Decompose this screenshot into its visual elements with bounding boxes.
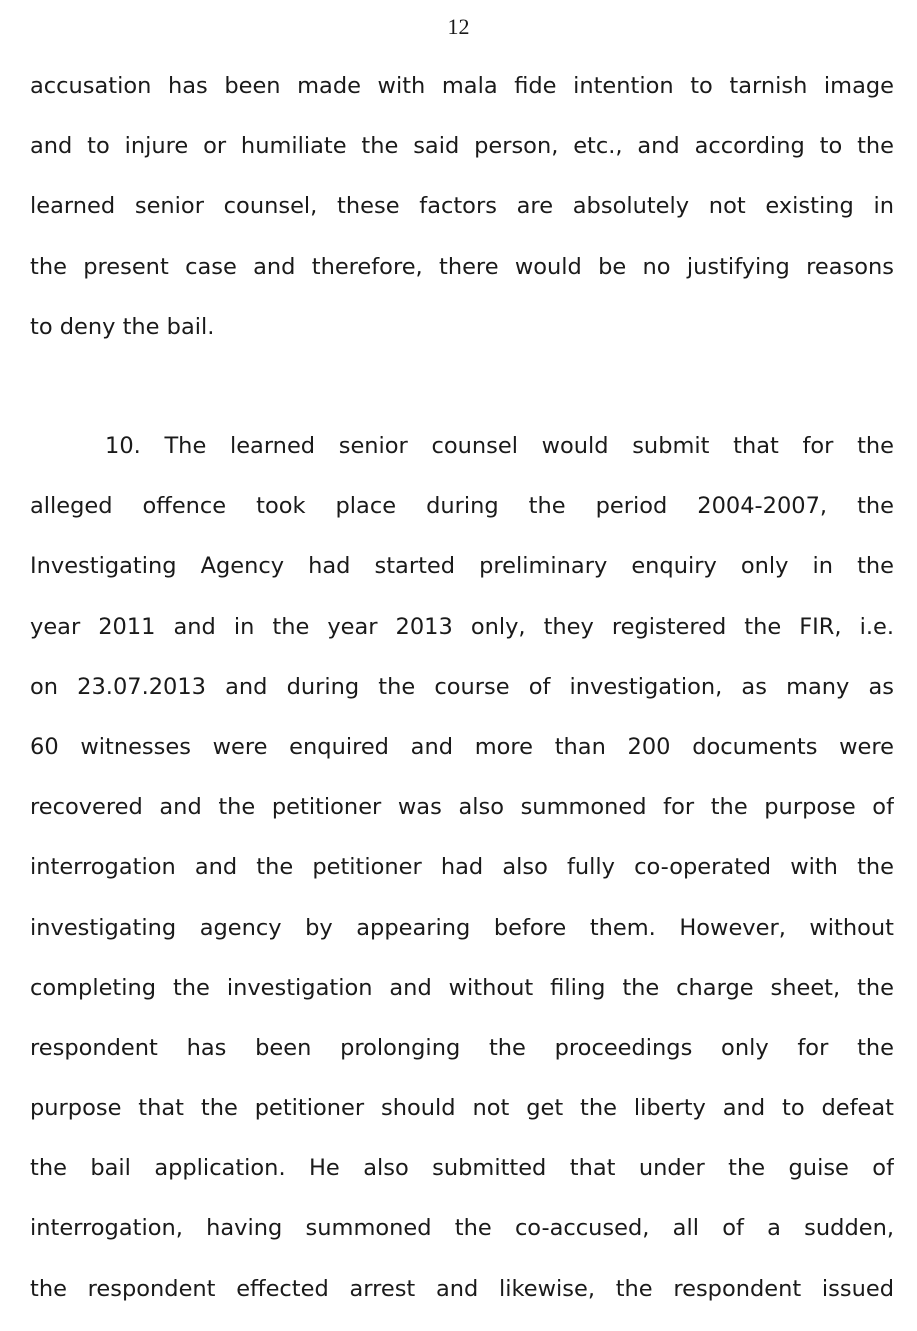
text-line: respondent has been prolonging the proceedings only for the: [30, 1034, 894, 1061]
paragraph-continuation: [30, 56, 894, 357]
text-line: investigating agency by appearing before them. However, without: [30, 914, 894, 941]
text-line: 60 witnesses were enquired and more than 200 documents were: [30, 733, 894, 760]
text-line: to deny the bail.: [30, 313, 215, 340]
text-line: purpose that the petitioner should not get the liberty and to defeat: [30, 1095, 894, 1122]
text-line: the present case and therefore, there would be no justifying reasons: [30, 253, 894, 280]
page-number: 12: [447, 14, 470, 39]
text-line: the bail application. He also submitted that under the guise of: [30, 1155, 894, 1182]
text-line: learned senior counsel, these factors are absolutely not existing in: [30, 193, 894, 220]
text-line: recovered and the petitioner was also summoned for the purpose of: [30, 794, 894, 821]
text-line: alleged offence took place during the period 2004-2007, the: [30, 493, 894, 520]
text-line: year 2011 and in the year 2013 only, they registered the FIR, i.e.: [30, 613, 894, 640]
text-line: Investigating Agency had started preliminary enquiry only in the: [30, 553, 894, 580]
text-line: interrogation and the petitioner had also fully co-operated with the: [30, 854, 894, 881]
text-line: completing the investigation and without filing the charge sheet, the: [30, 974, 894, 1001]
text-line: accusation has been made with mala fide intention to tarnish image: [30, 73, 894, 99]
text-line: and to injure or humiliate the said person, etc., and according to the: [30, 133, 894, 160]
text-line: interrogation, having summoned the co-accused, all of a sudden,: [30, 1215, 894, 1242]
text-line: on 23.07.2013 and during the course of investigation, as many as: [30, 673, 894, 700]
text-line: the respondent effected arrest and likewise, the respondent issued: [30, 1275, 894, 1302]
text-line: 10. The learned senior counsel would submit that for the: [105, 433, 894, 459]
paragraph-10: [30, 416, 894, 1319]
